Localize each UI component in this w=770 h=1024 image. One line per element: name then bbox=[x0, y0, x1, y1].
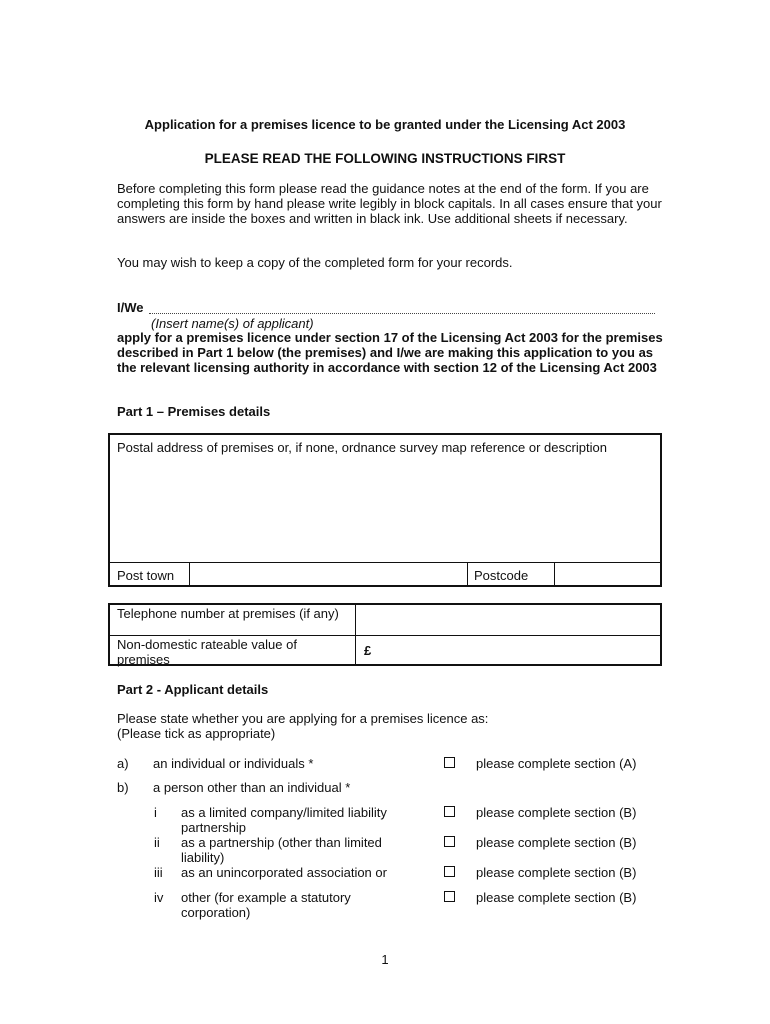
part2-intro-hint: (Please tick as appropriate) bbox=[117, 726, 276, 741]
address-label: Postal address of premises or, if none, ordnance survey map reference or description bbox=[117, 440, 607, 455]
telephone-field[interactable] bbox=[357, 605, 660, 635]
suboption-iv-action: please complete section (B) bbox=[476, 890, 637, 905]
option-a-action: please complete section (A) bbox=[476, 756, 637, 771]
instructions-paragraph: Before completing this form please read the guidance notes at the end of the form. If you are completing this form by hand please write legibly in block capitals. In all cases ensure that your answers are inside the boxes and written in black ink. Use additional sheets if necessary. bbox=[117, 181, 662, 226]
premises-info-table bbox=[108, 603, 662, 666]
suboption-iv-checkbox[interactable] bbox=[444, 891, 455, 902]
suboption-i-checkbox[interactable] bbox=[444, 806, 455, 817]
post-town-divider bbox=[189, 562, 190, 585]
part1-heading: Part 1 – Premises details bbox=[117, 404, 271, 419]
telephone-label: Telephone number at premises (if any) bbox=[117, 606, 339, 621]
premises-address-box[interactable] bbox=[108, 433, 662, 587]
suboption-iii-action: please complete section (B) bbox=[476, 865, 637, 880]
suboption-i-marker: i bbox=[154, 805, 157, 820]
form-title: Application for a premises licence to be granted under the Licensing Act 2003 bbox=[144, 117, 626, 132]
copy-note: You may wish to keep a copy of the completed form for your records. bbox=[117, 255, 513, 270]
rateable-value-label: Non-domestic rateable value of premises bbox=[117, 637, 297, 667]
iwe-label: I/We bbox=[117, 300, 144, 315]
suboption-i-label: as a limited company/limited liability partnership bbox=[181, 805, 387, 835]
page-number: 1 bbox=[381, 952, 389, 967]
applicant-name-hint: (Insert name(s) of applicant) bbox=[151, 316, 314, 331]
option-b-marker: b) bbox=[117, 780, 129, 795]
option-b-label: a person other than an individual * bbox=[153, 780, 351, 795]
suboption-iv-marker: iv bbox=[154, 890, 164, 905]
pound-symbol: £ bbox=[364, 643, 372, 658]
option-a-checkbox[interactable] bbox=[444, 757, 455, 768]
postcode-divider-left bbox=[467, 562, 468, 585]
option-a-marker: a) bbox=[117, 756, 129, 771]
suboption-iii-label: as an unincorporated association or bbox=[181, 865, 387, 880]
postcode-field[interactable] bbox=[556, 564, 660, 585]
postcode-label: Postcode bbox=[474, 568, 529, 583]
post-town-field[interactable] bbox=[191, 564, 467, 585]
suboption-ii-action: please complete section (B) bbox=[476, 835, 637, 850]
suboption-iii-marker: iii bbox=[154, 865, 163, 880]
instructions-heading: PLEASE READ THE FOLLOWING INSTRUCTIONS FIRST bbox=[204, 151, 566, 166]
apply-statement: apply for a premises licence under section 17 of the Licensing Act 2003 for the premises described in Part 1 below (the premises) and I/we are making this application to you as the relevant licensing authority in accordance with section 12 of the Licensing Act 2003 bbox=[117, 330, 663, 375]
suboption-ii-label: as a partnership (other than limited liability) bbox=[181, 835, 382, 865]
rateable-value-field[interactable] bbox=[375, 637, 660, 664]
suboption-i-action: please complete section (B) bbox=[476, 805, 637, 820]
suboption-iii-checkbox[interactable] bbox=[444, 866, 455, 877]
option-a-label: an individual or individuals * bbox=[153, 756, 314, 771]
info-table-row-divider bbox=[110, 635, 660, 636]
suboption-ii-checkbox[interactable] bbox=[444, 836, 455, 847]
suboption-iv-label: other (for example a statutory corporation) bbox=[181, 890, 351, 920]
applicant-name-line[interactable] bbox=[149, 313, 655, 314]
part2-intro: Please state whether you are applying for a premises licence as: bbox=[117, 711, 489, 726]
postcode-divider-right bbox=[554, 562, 555, 585]
suboption-ii-marker: ii bbox=[154, 835, 160, 850]
post-town-label: Post town bbox=[117, 568, 175, 583]
address-divider bbox=[110, 562, 660, 563]
part2-heading: Part 2 - Applicant details bbox=[117, 682, 269, 697]
